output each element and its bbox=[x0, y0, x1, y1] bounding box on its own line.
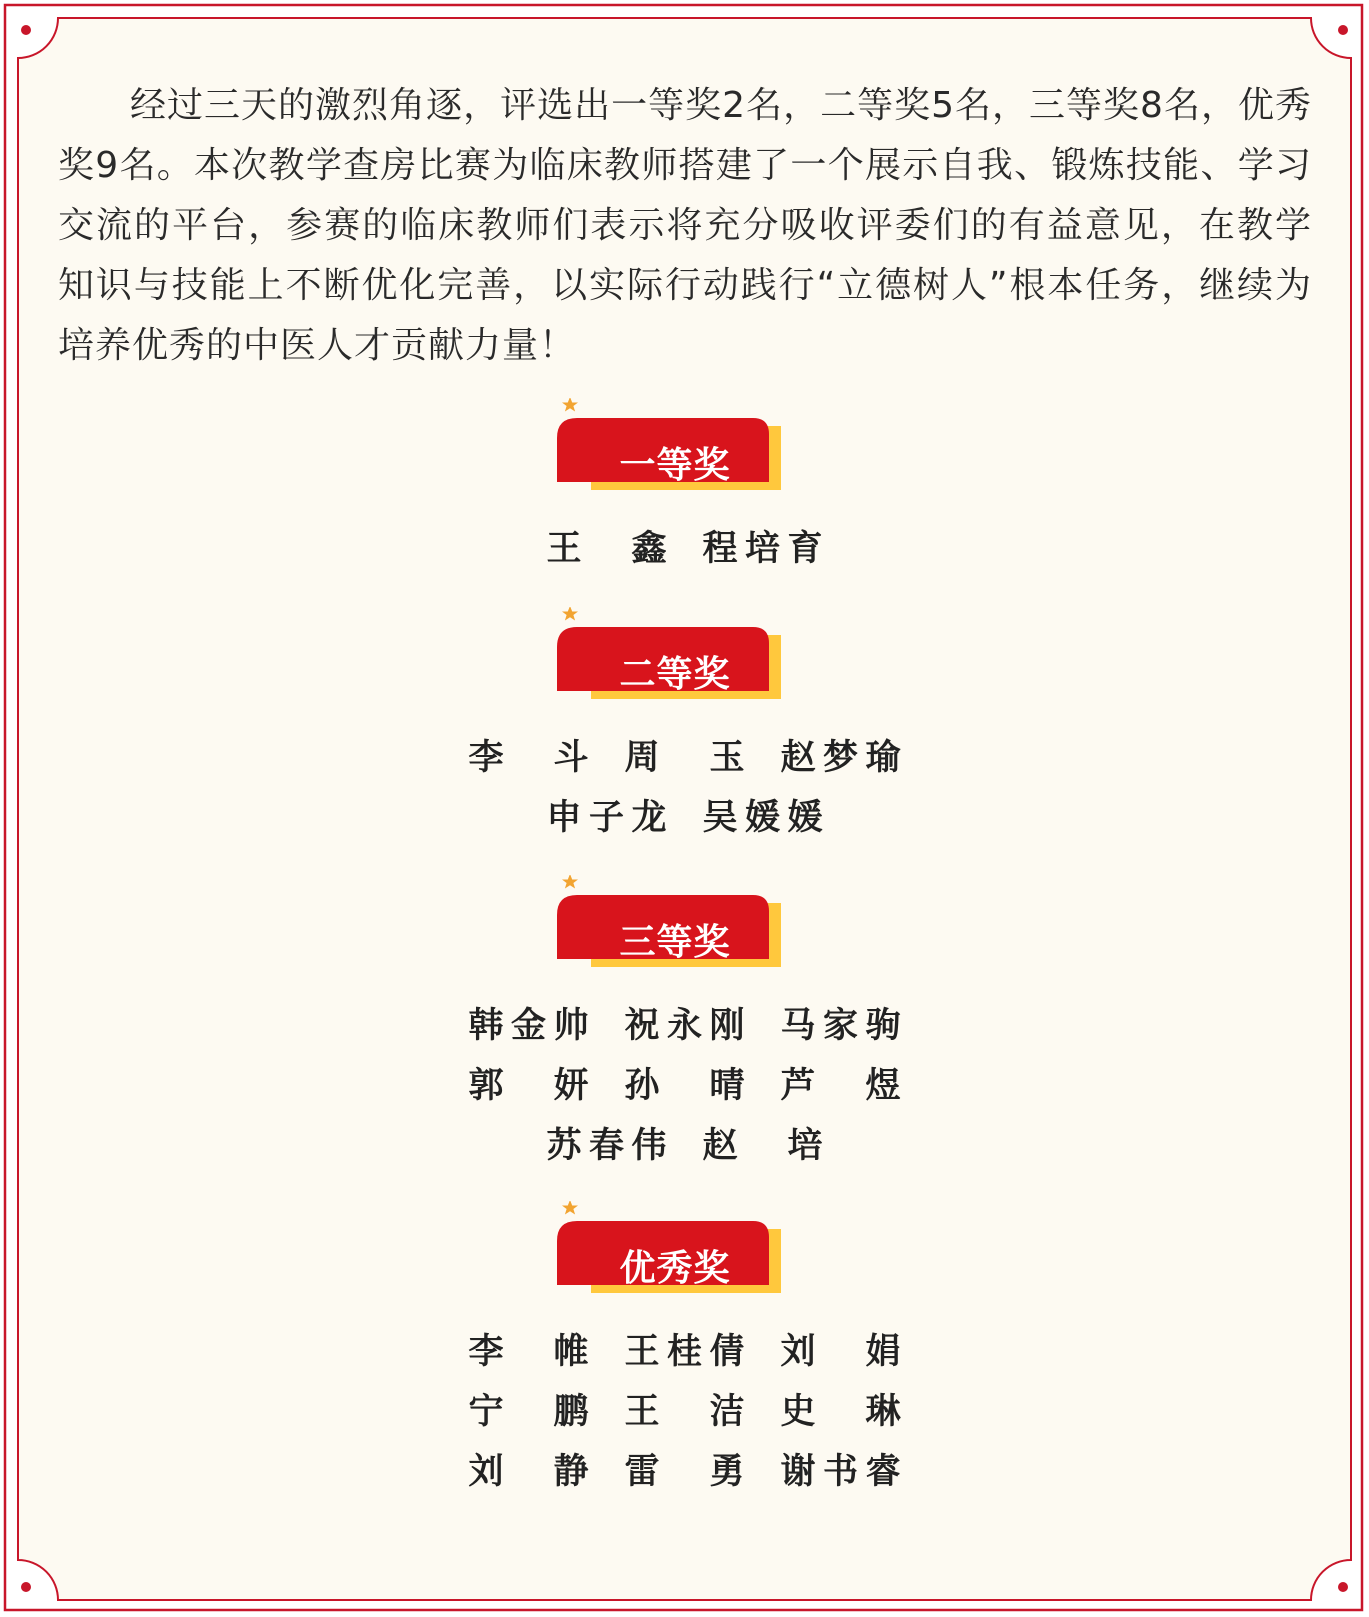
winner-name: 刘 娟 bbox=[780, 1332, 901, 1372]
winner-name: 雷 勇 bbox=[624, 1452, 745, 1492]
winner-list bbox=[0, 1319, 1369, 1499]
winner-row bbox=[0, 785, 1369, 845]
winner-name: 芦 煜 bbox=[780, 1066, 901, 1106]
winner-row bbox=[0, 1379, 1369, 1439]
winner-row bbox=[0, 1319, 1369, 1379]
winner-list bbox=[0, 993, 1369, 1173]
winner-name: 程培育 bbox=[702, 529, 823, 569]
award-title: 一等奖 bbox=[619, 444, 731, 486]
winner-name: 马家驹 bbox=[780, 1006, 901, 1046]
winner-name: 周 玉 bbox=[624, 738, 745, 778]
corner-dot-icon bbox=[21, 1582, 31, 1592]
winner-name: 宁 鹏 bbox=[468, 1392, 589, 1432]
winner-name: 赵 培 bbox=[702, 1126, 823, 1166]
winner-name: 申子龙 bbox=[546, 798, 667, 838]
winner-row bbox=[0, 1053, 1369, 1113]
award-title: 三等奖 bbox=[619, 921, 731, 963]
winner-list bbox=[0, 516, 1369, 576]
award-banner bbox=[555, 607, 805, 727]
winner-name: 祝永刚 bbox=[624, 1006, 745, 1046]
award-title: 优秀奖 bbox=[619, 1247, 731, 1289]
winner-name: 李 帷 bbox=[468, 1332, 589, 1372]
winner-name: 郭 妍 bbox=[468, 1066, 589, 1106]
winner-name: 孙 晴 bbox=[624, 1066, 745, 1106]
star-icon bbox=[555, 398, 578, 419]
award-banner bbox=[555, 1201, 805, 1321]
star-icon bbox=[555, 607, 578, 628]
intro-paragraph: 经过三天的激烈角逐，评选出一等奖2名，二等奖5名，三等奖8名，优秀奖9名。本次教学查房比赛为临床教师搭建了一个展示自我、锻炼技能、学习交流的平台，参赛的临床教师们表示将充分吸收评委们的有益意见，在教学知识与技能上不断优化完善，以实际行动践行“立德树人”根本任务，继续为培养优秀的中医人才贡献力量！ bbox=[58, 85, 1312, 366]
winner-row bbox=[0, 993, 1369, 1053]
award-banner bbox=[555, 398, 805, 518]
winner-name: 刘 静 bbox=[468, 1452, 589, 1492]
winner-name: 史 琳 bbox=[780, 1392, 901, 1432]
award-banner bbox=[555, 875, 805, 995]
winner-list bbox=[0, 725, 1369, 845]
winner-name: 韩金帅 bbox=[468, 1006, 589, 1046]
corner-dot-icon bbox=[1338, 1582, 1348, 1592]
winner-name: 王 鑫 bbox=[546, 529, 667, 569]
winner-name: 苏春伟 bbox=[546, 1126, 667, 1166]
winner-name: 吴媛媛 bbox=[702, 798, 823, 838]
winner-row bbox=[0, 1113, 1369, 1173]
corner-dot-icon bbox=[21, 25, 31, 35]
winner-row bbox=[0, 725, 1369, 785]
winner-name: 李 斗 bbox=[468, 738, 589, 778]
corner-dot-icon bbox=[1338, 25, 1348, 35]
winner-name: 赵梦瑜 bbox=[780, 738, 901, 778]
winner-name: 谢书睿 bbox=[780, 1452, 901, 1492]
winner-name: 王 洁 bbox=[624, 1392, 745, 1432]
award-title: 二等奖 bbox=[619, 653, 731, 695]
winner-row bbox=[0, 516, 1369, 576]
winner-row bbox=[0, 1439, 1369, 1499]
star-icon bbox=[555, 875, 578, 896]
star-icon bbox=[555, 1201, 578, 1222]
winner-name: 王桂倩 bbox=[624, 1332, 745, 1372]
